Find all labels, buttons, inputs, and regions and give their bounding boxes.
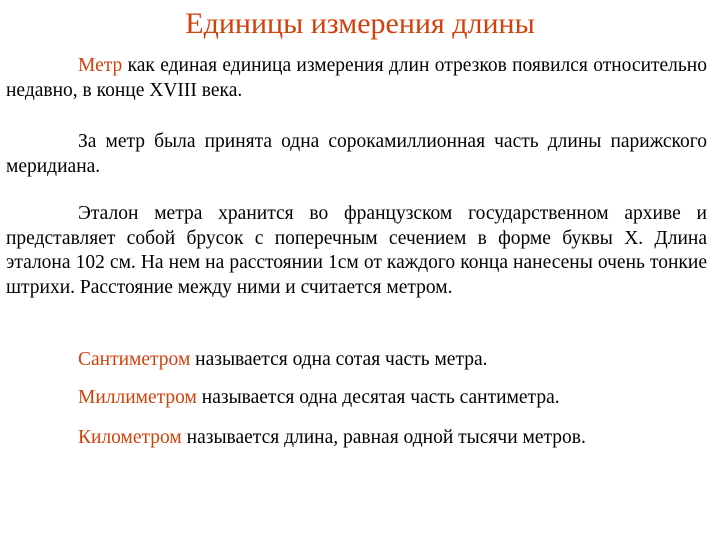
term-millimeter: Миллиметром [78, 387, 197, 408]
definition-text: называется одна сотая часть метра. [190, 349, 488, 370]
paragraph-text: За метр была принята одна сорокамиллионная часть длины парижского меридиана. [6, 131, 707, 177]
term-centimeter: Сантиметром [78, 349, 191, 370]
definition-text: называется одна десятая часть сантиметра. [196, 387, 560, 408]
paragraph-meter-definition [6, 130, 707, 179]
slide-title: Единицы измерения длины [185, 7, 535, 40]
paragraph-text: как единая единица измерения длин отрезков появился относительно недавно, в конце XVIII века. [6, 55, 707, 101]
paragraph-meter-standard [6, 202, 707, 300]
paragraph-meter-origin [6, 54, 707, 103]
definition-centimeter [78, 348, 488, 373]
definition-text: называется длина, равная одной тысячи метров. [181, 427, 586, 448]
paragraph-text: Эталон метра хранится во французском государственном архиве и представляет собой брусок с поперечным сечением в форме буквы X. Длина эталона 102 см. На нем на расстоянии 1см от каждого конца нанесены очень тонкие штрихи. Расстояние между ними и считается метром. [6, 203, 707, 298]
definition-kilometer [78, 426, 586, 451]
definition-millimeter [78, 386, 560, 411]
term-kilometer: Километром [78, 427, 182, 448]
term-meter: Метр [78, 55, 123, 76]
